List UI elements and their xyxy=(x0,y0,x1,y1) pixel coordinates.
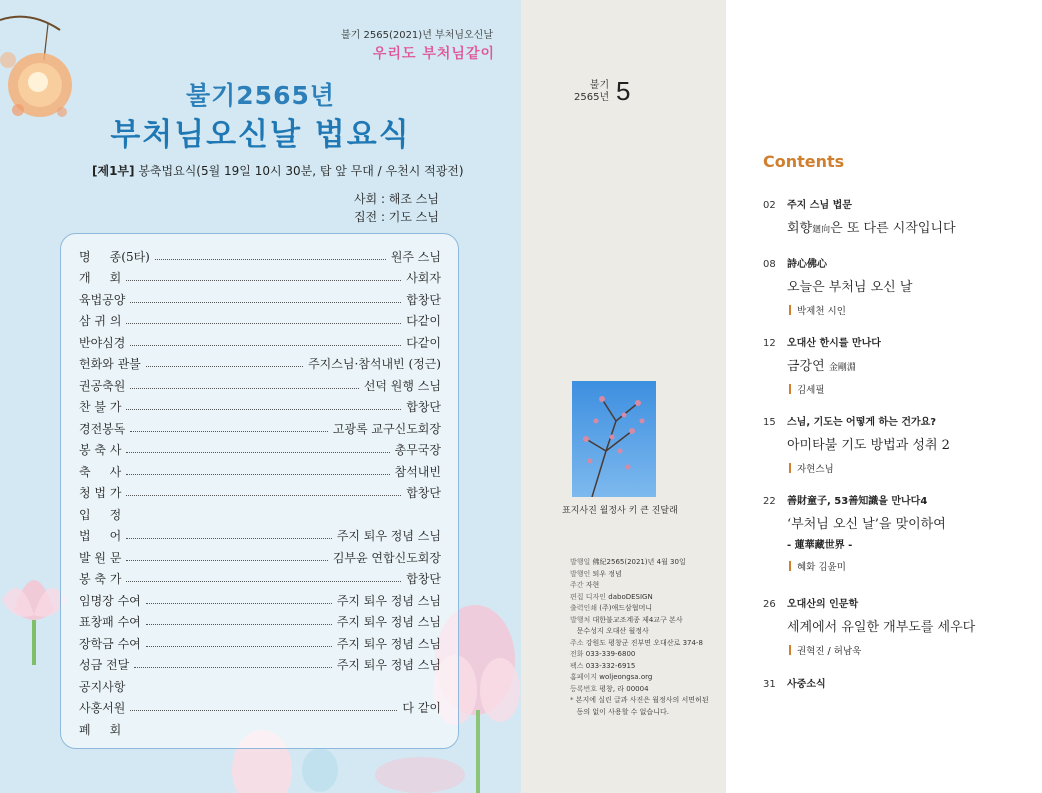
colophon-label: 등록번호 xyxy=(570,684,598,693)
leader-dots xyxy=(146,624,332,625)
program-item-name: 개 회 xyxy=(79,271,122,285)
program-item-performer: 선덕 원행 스님 xyxy=(363,378,441,393)
author-bar-icon xyxy=(789,305,791,315)
page-title-line2: 부처님오신날 법요식 xyxy=(110,117,411,153)
toc-title-rest: 은 또 다른 시작입니다 xyxy=(830,221,956,236)
leader-dots xyxy=(130,431,327,432)
program-item-name: 성금 전달 xyxy=(79,658,130,672)
program-row xyxy=(79,354,441,374)
toc-section: 詩心佛心 xyxy=(787,259,827,270)
toc-page-number: 26 xyxy=(763,599,776,610)
leader-dots xyxy=(146,603,332,604)
program-item-performer: 고광록 교구신도회장 xyxy=(332,421,441,436)
program-row xyxy=(79,590,441,610)
toc-title-hanja: 廻向 xyxy=(812,225,831,235)
toc-entry[interactable] xyxy=(763,492,1033,573)
colophon xyxy=(570,557,726,718)
program-item-name: 육법공양 xyxy=(79,292,126,307)
colophon-label: 발행인 xyxy=(570,569,591,578)
colophon-row xyxy=(570,684,726,696)
program-row xyxy=(79,375,441,395)
program-item-name: 권공축원 xyxy=(79,378,126,393)
colophon-value: 자현 xyxy=(585,581,600,589)
page-title-line1: 불기2565년 xyxy=(185,81,336,110)
toc-title xyxy=(787,217,1033,236)
toc-author xyxy=(789,382,1033,396)
issue-number: 5 xyxy=(616,76,631,106)
toc-subtitle: - 蓮華藏世界 - xyxy=(787,540,853,551)
program-row xyxy=(79,633,441,653)
toc-section: 스님, 기도는 어떻게 하는 건가요? xyxy=(787,417,937,428)
program-item-performer: 총무국장 xyxy=(394,443,441,457)
program-item-name: 사홍서원 xyxy=(79,701,126,715)
program-row xyxy=(79,526,441,546)
colophon-row xyxy=(570,649,726,661)
leader-dots xyxy=(126,409,401,410)
program-item-name: 장학금 수여 xyxy=(79,636,141,651)
colophon-label: 발행처 xyxy=(570,615,591,624)
toc-author xyxy=(789,643,1033,657)
leader-dots xyxy=(126,323,401,324)
toc-page-number: 22 xyxy=(763,496,776,507)
event-header-small: 불기 2565(2021)년 부처님오신날 xyxy=(341,30,493,41)
program-row xyxy=(79,246,441,266)
toc-title-text: 세계에서 유일한 개부도를 세우다 xyxy=(787,620,976,635)
program-item-performer: 다같이 xyxy=(406,314,441,328)
toc-section: 善財童子, 53善知識을 만나다4 xyxy=(787,496,928,507)
part-description xyxy=(92,162,464,179)
colophon-label: 팩스 xyxy=(570,661,584,670)
toc-author xyxy=(789,559,1033,573)
part-text: 봉축법요식(5월 19일 10시 30분, 탑 앞 무대 / 우천시 적광전) xyxy=(134,164,464,178)
toc-title-text: 금강연 xyxy=(787,359,829,374)
program-row xyxy=(79,655,441,675)
colophon-label: * xyxy=(570,696,574,704)
toc-title-text: 오늘은 부처님 오신 날 xyxy=(787,280,913,295)
colophon-value: daboDESIGN xyxy=(608,592,653,601)
colophon-label: 발행일 xyxy=(570,558,591,566)
leader-dots xyxy=(126,495,401,496)
toc-title-hanja: 金剛淵 xyxy=(828,363,856,373)
program-item-name: 삼 귀 의 xyxy=(79,314,122,328)
author-bar-icon xyxy=(789,463,791,473)
toc-title-text: ‘부처님 오신 날’을 맞이하여 xyxy=(787,517,946,532)
toc-page-number: 08 xyxy=(763,259,776,270)
program-row xyxy=(79,483,441,503)
program-row xyxy=(79,418,441,438)
leader-dots xyxy=(126,280,401,281)
colophon-row xyxy=(570,615,726,627)
program-row xyxy=(79,719,441,739)
colophon-value: 동의 없이 사용할 수 없습니다. xyxy=(570,707,669,716)
program-item-performer: 주지 퇴우 정념 스님 xyxy=(336,615,441,629)
program-item-name: 발 원 문 xyxy=(79,550,122,565)
leader-dots xyxy=(130,388,358,389)
program-item-performer: 사회자 xyxy=(406,271,441,285)
program-item-performer: 합창단 xyxy=(406,486,441,500)
toc-section: 주지 스님 법문 xyxy=(787,200,852,211)
colophon-value: 평창, 라 00004 xyxy=(599,684,649,693)
program-item-name: 경전봉독 xyxy=(79,421,126,436)
leader-dots xyxy=(130,302,401,303)
program-row xyxy=(79,397,441,417)
program-row xyxy=(79,569,441,589)
program-row xyxy=(79,504,441,524)
program-item-performer: 주지스님·참석내빈 (정근) xyxy=(308,357,441,371)
colophon-label: 홈페이지 xyxy=(570,673,598,681)
toc-author xyxy=(789,303,1033,317)
toc-entry[interactable] xyxy=(763,196,1033,236)
toc-author-name: 박제천 시인 xyxy=(797,306,846,317)
program-item-performer: 합창단 xyxy=(406,400,441,414)
program-item-performer: 다같이 xyxy=(406,335,441,350)
program-box xyxy=(60,233,459,749)
program-item-name: 공지사항 xyxy=(79,679,126,694)
toc-title xyxy=(787,513,1033,532)
part-label: [제1부] xyxy=(92,164,135,178)
colophon-value: 033-339-6800 xyxy=(585,650,636,658)
program-item-name: 폐 회 xyxy=(79,722,122,737)
leader-dots xyxy=(130,710,397,711)
toc-section: 사중소식 xyxy=(787,679,826,690)
toc-title xyxy=(787,616,1033,635)
toc-head xyxy=(763,334,1033,349)
program-item-performer: 주지 퇴우 정념 스님 xyxy=(336,593,441,608)
toc-head xyxy=(763,255,1033,270)
program-item-performer: 주지 퇴우 정념 스님 xyxy=(336,658,441,672)
colophon-value: 佛紀2565(2021)년 4월 30일 xyxy=(592,558,686,566)
colophon-value: (주)애드삼협머니 xyxy=(599,604,653,612)
colophon-row xyxy=(570,603,726,615)
colophon-label: 주간 xyxy=(570,581,584,589)
program-item-performer: 주지 퇴우 정념 스님 xyxy=(336,529,441,543)
program-row xyxy=(79,289,441,309)
toc-author-name: 김세필 xyxy=(797,385,825,396)
colophon-value: 퇴우 정념 xyxy=(592,569,622,578)
program-row xyxy=(79,676,441,696)
program-item-name: 봉 축 사 xyxy=(79,443,122,457)
colophon-row xyxy=(570,638,726,650)
toc-title-text: 아미타불 기도 방법과 성취 2 xyxy=(787,438,950,453)
toc-entry[interactable] xyxy=(763,255,1033,317)
program-item-performer: 다 같이 xyxy=(402,701,441,715)
middle-page xyxy=(521,0,726,793)
officiant-leader: 집전 : 기도 스님 xyxy=(353,210,439,224)
toc-author-name: 자현스님 xyxy=(797,464,834,475)
program-item-name: 법 어 xyxy=(79,529,122,543)
program-item-performer: 주지 퇴우 정념 스님 xyxy=(336,636,441,651)
toc-author xyxy=(789,461,1033,475)
colophon-row xyxy=(570,707,726,719)
toc-title-text: 회향 xyxy=(787,221,813,236)
program-row xyxy=(79,311,441,331)
program-item-name: 봉 축 가 xyxy=(79,572,122,586)
colophon-row xyxy=(570,580,726,592)
toc-head xyxy=(763,595,1033,610)
program-item-name: 찬 불 가 xyxy=(79,400,122,414)
contents-page xyxy=(726,0,1042,793)
toc-head xyxy=(763,492,1033,507)
colophon-value: woljeongsa.org xyxy=(599,673,653,681)
toc-author-name: 혜화 김윤미 xyxy=(797,562,846,573)
leader-dots xyxy=(134,667,332,668)
program-row xyxy=(79,332,441,352)
toc-page-number: 15 xyxy=(763,417,776,428)
leader-dots xyxy=(155,259,386,260)
toc-page-number: 12 xyxy=(763,338,776,349)
program-item-name: 헌화와 관불 xyxy=(79,357,141,371)
program-item-performer: 원주 스님 xyxy=(390,249,441,264)
toc-section: 오대산의 인문학 xyxy=(787,599,859,610)
toc-head xyxy=(763,675,1033,690)
program-item-name: 축 사 xyxy=(79,464,122,479)
toc-entry[interactable] xyxy=(763,595,1033,657)
program-item-performer: 김부윤 연합신도회장 xyxy=(332,550,441,565)
colophon-value: 대한불교조계종 제4교구 본사 xyxy=(592,615,683,624)
toc-page-number: 31 xyxy=(763,679,776,690)
author-bar-icon xyxy=(789,561,791,571)
colophon-row xyxy=(570,557,726,569)
program-row xyxy=(79,698,441,718)
issue-label-line1: 불기 xyxy=(589,80,610,91)
cover-photo-azalea xyxy=(572,381,656,497)
program-row xyxy=(79,440,441,460)
toc-entry[interactable] xyxy=(763,675,1033,690)
program-row xyxy=(79,461,441,481)
leader-dots xyxy=(146,646,332,647)
colophon-value: 문수성지 오대산 월정사 xyxy=(570,627,649,635)
colophon-label: 출력인쇄 xyxy=(570,604,598,612)
colophon-row xyxy=(570,672,726,684)
program-item-name: 청 법 가 xyxy=(79,486,122,500)
toc-head xyxy=(763,413,1033,428)
contents-heading: Contents xyxy=(763,152,845,171)
colophon-label: 편집 디자인 xyxy=(570,592,607,601)
leader-dots xyxy=(126,560,327,561)
program-item-performer: 합창단 xyxy=(406,292,441,307)
toc-section: 오대산 한시를 만나다 xyxy=(787,338,881,349)
colophon-value: 033-332-6915 xyxy=(585,661,636,670)
toc-author-name: 권혁진 / 허남욱 xyxy=(797,646,862,657)
issue-label xyxy=(574,80,609,104)
issue-label-line2: 2565년 xyxy=(574,92,610,103)
colophon-row xyxy=(570,695,726,707)
leader-dots xyxy=(126,581,401,582)
program-item-name: 표창패 수여 xyxy=(79,615,141,629)
leader-dots xyxy=(126,452,389,453)
program-item-name: 명 종(5타) xyxy=(79,249,150,264)
program-item-performer: 합창단 xyxy=(406,572,441,586)
program-item-name: 임명장 수여 xyxy=(79,593,141,608)
colophon-value: 본지에 실린 글과 사진은 월정사의 서면허된 xyxy=(575,696,709,704)
leader-dots xyxy=(146,366,303,367)
program-row xyxy=(79,612,441,632)
leader-dots xyxy=(126,538,332,539)
toc-head xyxy=(763,196,1033,211)
toc-title xyxy=(787,434,1033,453)
toc-page-number: 02 xyxy=(763,200,776,211)
colophon-row xyxy=(570,569,726,581)
program-item-name: 입 정 xyxy=(79,507,122,522)
colophon-value: 강원도 평창군 진부면 오대산로 374-8 xyxy=(585,638,703,647)
author-bar-icon xyxy=(789,384,791,394)
toc-entry[interactable] xyxy=(763,413,1033,475)
program-row xyxy=(79,268,441,288)
leader-dots xyxy=(126,474,389,475)
toc-title xyxy=(787,276,1033,295)
toc-title xyxy=(787,355,1033,374)
photo-caption: 표지사진 월정사 키 큰 진달래 xyxy=(562,506,678,516)
colophon-row xyxy=(570,661,726,673)
colophon-row xyxy=(570,592,726,604)
author-bar-icon xyxy=(789,645,791,655)
toc-entry[interactable] xyxy=(763,334,1033,396)
officiant-host: 사회 : 해조 스님 xyxy=(353,192,439,206)
program-row xyxy=(79,547,441,567)
program-item-performer: 참석내빈 xyxy=(394,464,441,479)
program-item-name: 반야심경 xyxy=(79,335,126,350)
leader-dots xyxy=(130,345,401,346)
colophon-row xyxy=(570,626,726,638)
slogan: 우리도 부처님같이 xyxy=(372,46,495,62)
colophon-label: 주소 xyxy=(570,638,584,647)
colophon-label: 전화 xyxy=(570,650,584,658)
